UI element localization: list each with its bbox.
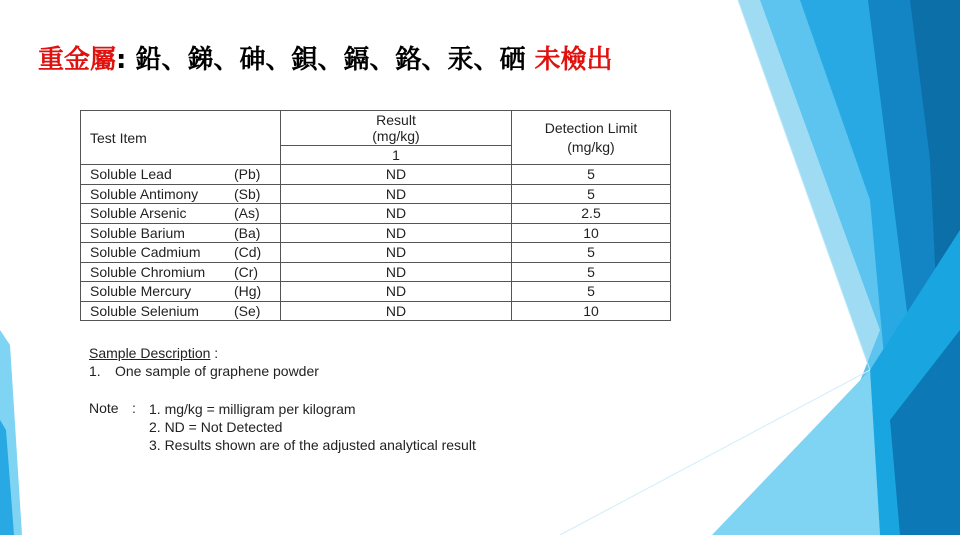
cell-test-item [81,262,281,282]
cell-test-item [81,223,281,243]
cell-detection-limit: 5 [512,165,671,185]
header-sample-number: 1 [281,146,512,165]
cell-detection-limit: 10 [512,301,671,321]
header-limit-unit: (mg/kg) [567,138,615,155]
test-item-name: Soluble Barium [90,224,185,241]
sample-item [89,363,319,379]
cell-test-item [81,204,281,224]
table-row [81,301,671,321]
cell-detection-limit: 5 [512,243,671,263]
table-row [81,204,671,224]
cell-detection-limit: 5 [512,184,671,204]
test-item-name: Soluble Mercury [90,283,192,300]
test-item-symbol: (Ba) [234,224,261,241]
sample-description-colon: : [210,345,219,361]
test-item-name: Soluble Cadmium [90,244,201,261]
table-row [81,223,671,243]
test-item-name: Soluble Selenium [90,302,199,319]
table-row [81,243,671,263]
cell-test-item [81,184,281,204]
test-report [80,110,671,321]
cell-result: ND [281,184,512,204]
results-table [80,110,671,321]
title-metals: : 鉛、銻、砷、鋇、鎘、鉻、汞、硒 [116,45,535,75]
note-item: 1. mg/kg = milligram per kilogram [149,401,356,417]
cell-detection-limit: 5 [512,262,671,282]
table-row [81,262,671,282]
test-item-name: Soluble Antimony [90,185,199,202]
slide-title [38,42,613,78]
sample-description-heading: Sample Description [89,345,211,361]
test-item-symbol: (Se) [234,302,261,319]
cell-test-item [81,165,281,185]
test-item-symbol: (Hg) [234,283,262,300]
cell-result: ND [281,301,512,321]
note-item: 2. ND = Not Detected [149,419,283,435]
cell-result: ND [281,165,512,185]
title-suffix: 未檢出 [534,45,613,75]
note-item: 3. Results shown are of the adjusted analytical result [149,437,476,453]
cell-test-item [81,282,281,302]
cell-result: ND [281,282,512,302]
test-item-symbol: (Cd) [234,244,262,261]
test-item-symbol: (Pb) [234,166,261,183]
cell-result: ND [281,262,512,282]
notes-list [149,400,476,454]
table-row [81,184,671,204]
header-detection-limit [512,111,671,165]
notes-label: Note [89,400,119,416]
cell-detection-limit: 2.5 [512,204,671,224]
cell-test-item [81,301,281,321]
test-item-symbol: (Cr) [234,263,259,280]
header-result [281,111,512,146]
cell-result: ND [281,243,512,263]
cell-detection-limit: 5 [512,282,671,302]
cell-detection-limit: 10 [512,223,671,243]
table-header-row [81,111,671,146]
table-row [81,165,671,185]
test-item-symbol: (As) [234,205,260,222]
header-test-item: Test Item [81,111,281,165]
sample-item-number: 1. [89,363,101,379]
header-result-unit: (mg/kg) [372,128,420,144]
test-item-name: Soluble Lead [90,166,172,183]
test-item-symbol: (Sb) [234,185,261,202]
sample-description [89,345,319,379]
sample-item-text: One sample of graphene powder [115,363,319,379]
header-result-label: Result [376,112,416,128]
title-prefix: 重金屬 [38,45,117,75]
cell-result: ND [281,223,512,243]
test-item-name: Soluble Arsenic [90,205,187,222]
test-item-name: Soluble Chromium [90,263,206,280]
cell-result: ND [281,204,512,224]
notes-colon: : [132,400,136,416]
table-row [81,282,671,302]
header-limit-label: Detection Limit [544,119,638,136]
cell-test-item [81,243,281,263]
